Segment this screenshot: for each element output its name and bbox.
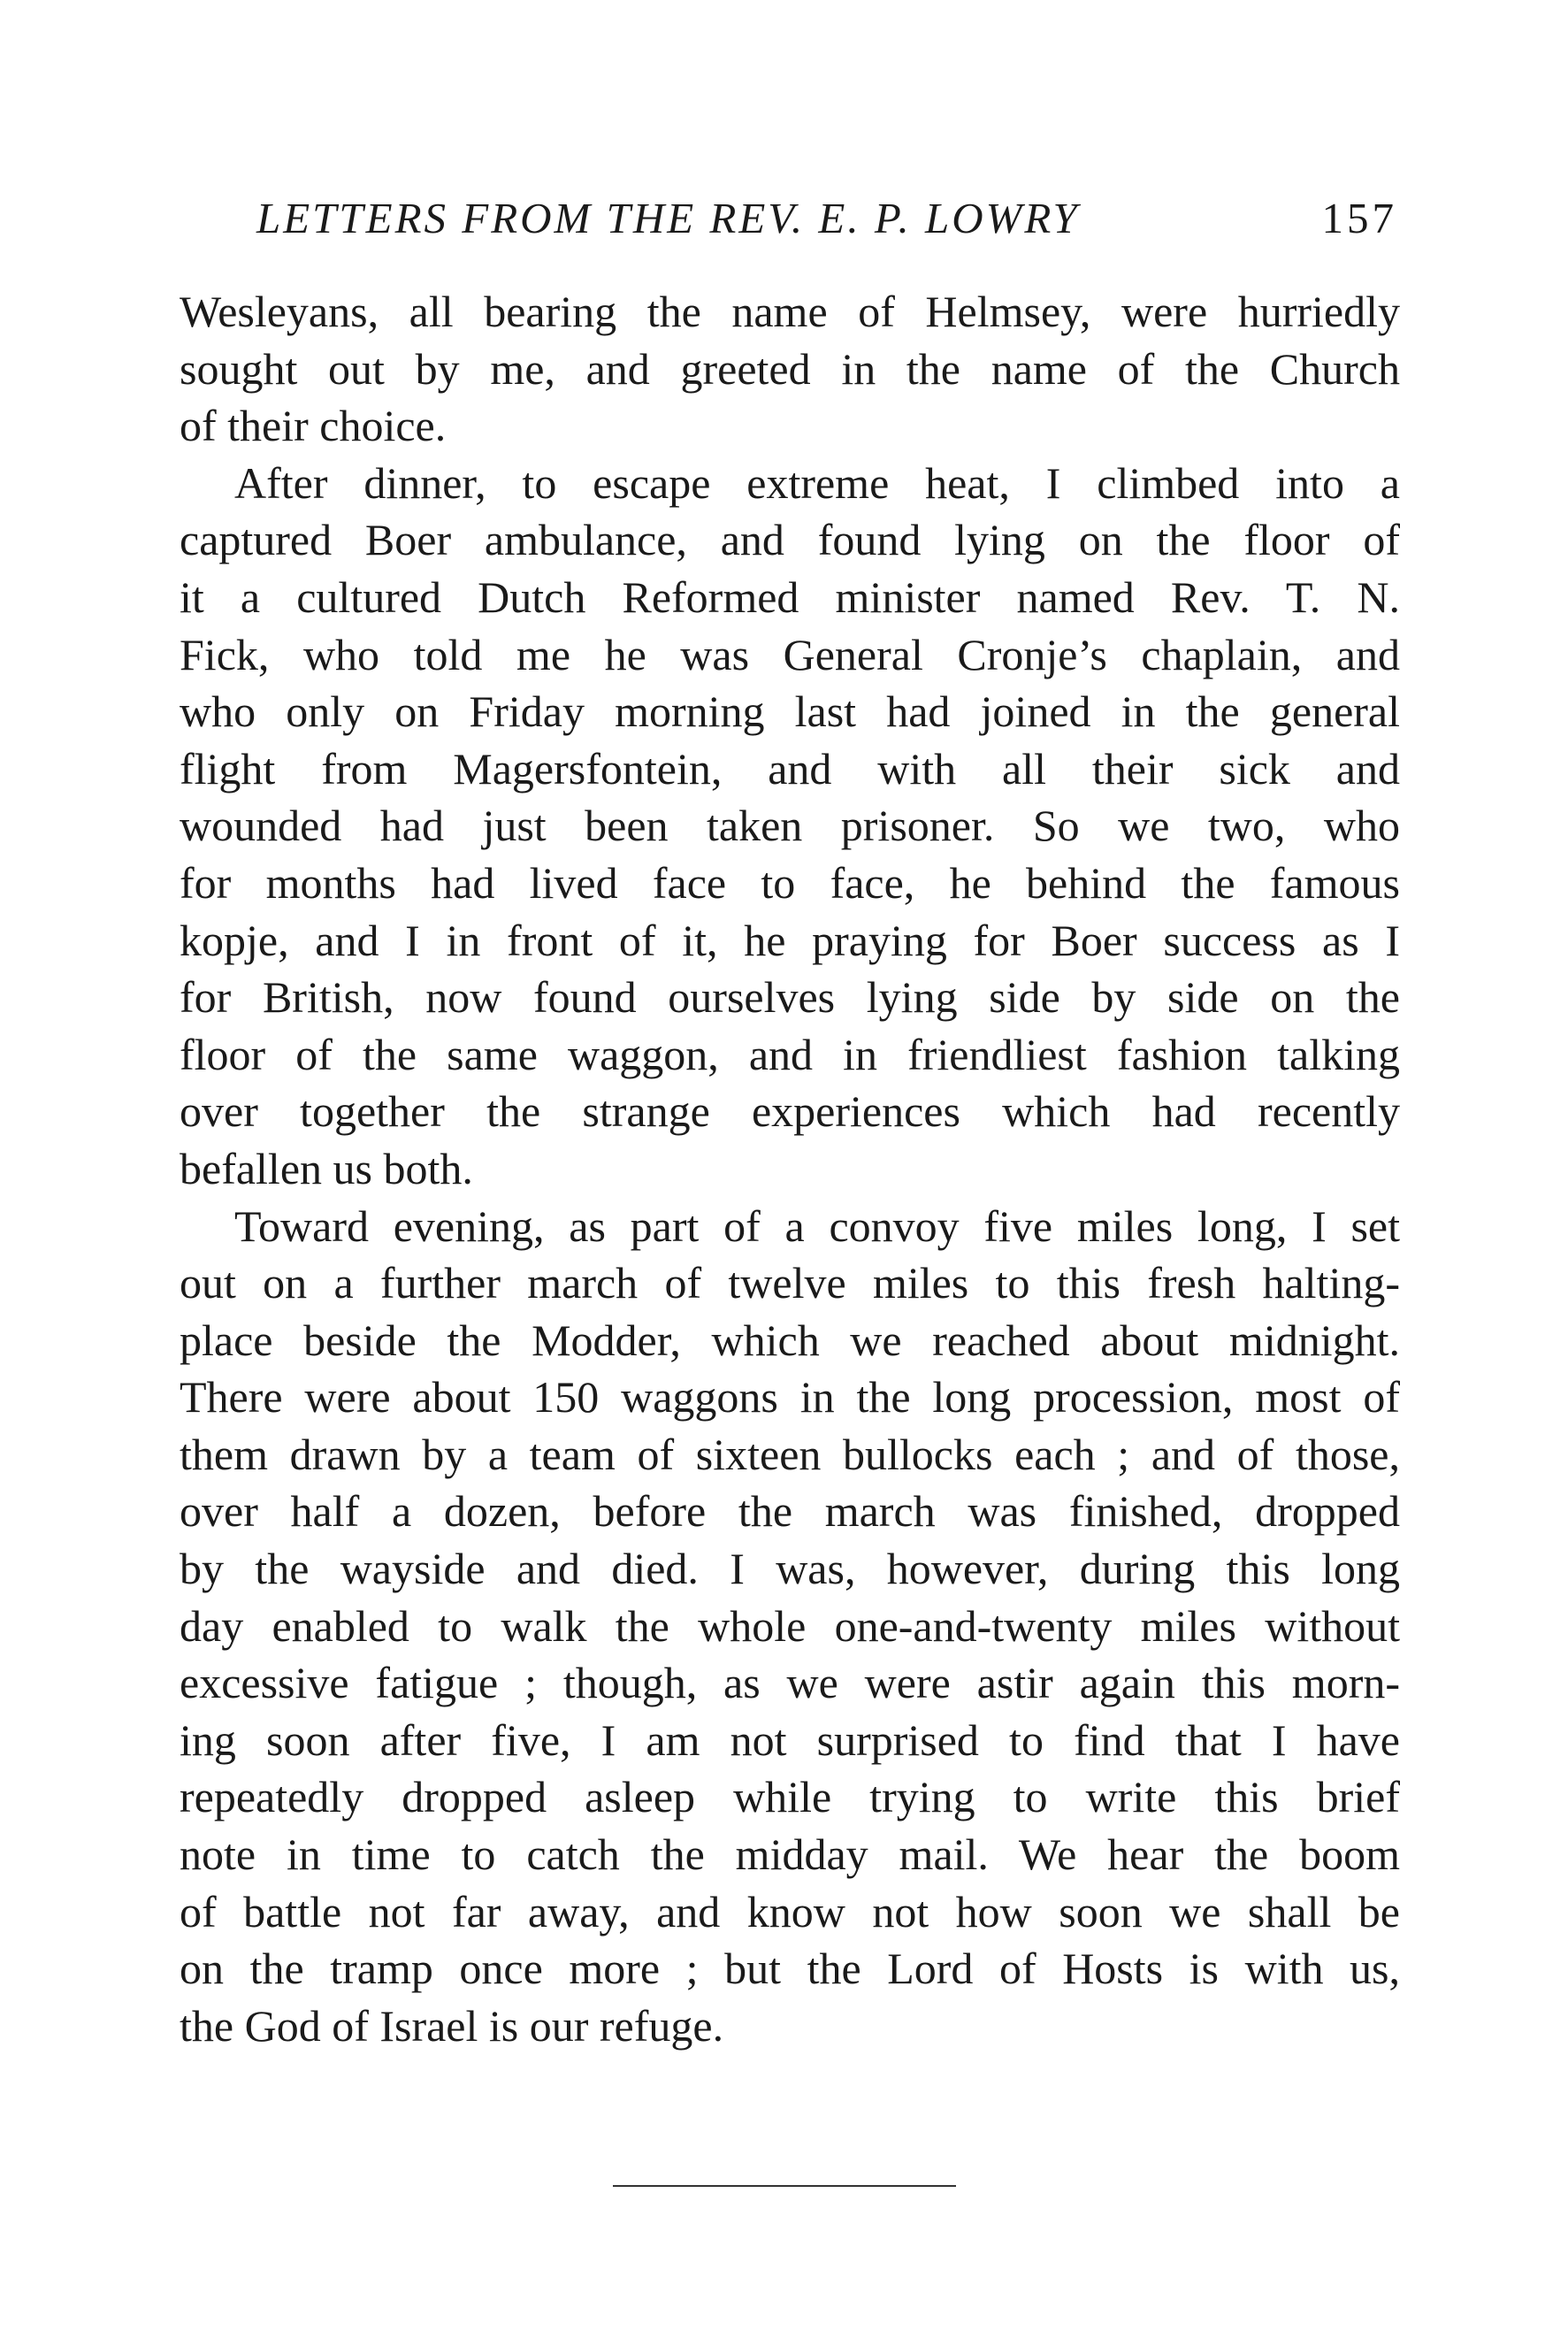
text-line: ing soon after five, I am not surprised to find that I have <box>180 1714 1400 1765</box>
running-head <box>256 188 1397 249</box>
text-line: wounded had just been taken prisoner. So we two, who <box>180 801 1400 851</box>
text-line: befallen us both. <box>180 1143 473 1193</box>
page-number: 157 <box>1321 194 1397 242</box>
text-line: for British, now found ourselves lying side by side on the <box>180 972 1400 1023</box>
text-line: over together the strange experiences which had recently <box>180 1086 1400 1137</box>
text-line: captured Boer ambulance, and found lying on the floor of <box>180 515 1400 565</box>
text-line: of battle not far away, and know not how soon we shall be <box>180 1886 1400 1936</box>
text-line: repeatedly dropped asleep while trying to write this brief <box>180 1772 1400 1822</box>
text-line: by the wayside and died. I was, however, during this long <box>180 1544 1400 1594</box>
section-end-rule <box>613 2185 956 2187</box>
text-line: flight from Magersfontein, and with all their sick and <box>180 743 1400 794</box>
text-line: it a cultured Dutch Reformed minister named Rev. T. N. <box>180 571 1400 622</box>
text-line: place beside the Modder, which we reached about midnight. <box>180 1315 1400 1365</box>
text-line: over half a dozen, before the march was finished, dropped <box>180 1486 1400 1537</box>
text-line: them drawn by a team of sixteen bullocks each ; and of those, <box>180 1429 1400 1479</box>
text-line: on the tramp once more ; but the Lord of Hosts is with us, <box>180 1944 1400 1994</box>
text-line: note in time to catch the midday mail. We hear the boom <box>180 1829 1400 1880</box>
text-line: Wesleyans, all bearing the name of Helmsey, were hurriedly <box>180 287 1400 336</box>
text-line: out on a further march of twelve miles to this fresh halting- <box>180 1258 1400 1308</box>
text-line: the God of Israel is our refuge. <box>180 2000 724 2051</box>
text-line: floor of the same waggon, and in friendliest fashion talking <box>180 1029 1400 1079</box>
text-line: sought out by me, and greeted in the name of the Church <box>180 343 1400 394</box>
running-head-title: LETTERS FROM THE REV. E. P. LOWRY <box>256 194 1080 242</box>
text-line: of their choice. <box>180 401 447 451</box>
body-text <box>180 283 1400 2054</box>
text-line: Toward evening, as part of a convoy five miles long, I set <box>234 1200 1400 1251</box>
text-line: day enabled to walk the whole one-and-twenty miles without <box>180 1600 1400 1651</box>
text-line: After dinner, to escape extreme heat, I climbed into a <box>234 457 1400 508</box>
text-line: There were about 150 waggons in the long procession, most of <box>180 1372 1400 1423</box>
text-line: kopje, and I in front of it, he praying for Boer success as I <box>180 915 1400 965</box>
text-line: excessive fatigue ; though, as we were astir again this morn- <box>180 1658 1400 1708</box>
text-line: Fick, who told me he was General Cronje’s chaplain, and <box>180 629 1400 679</box>
text-line: who only on Friday morning last had joined in the general <box>180 686 1400 737</box>
text-line: for months had lived face to face, he behind the famous <box>180 857 1400 908</box>
